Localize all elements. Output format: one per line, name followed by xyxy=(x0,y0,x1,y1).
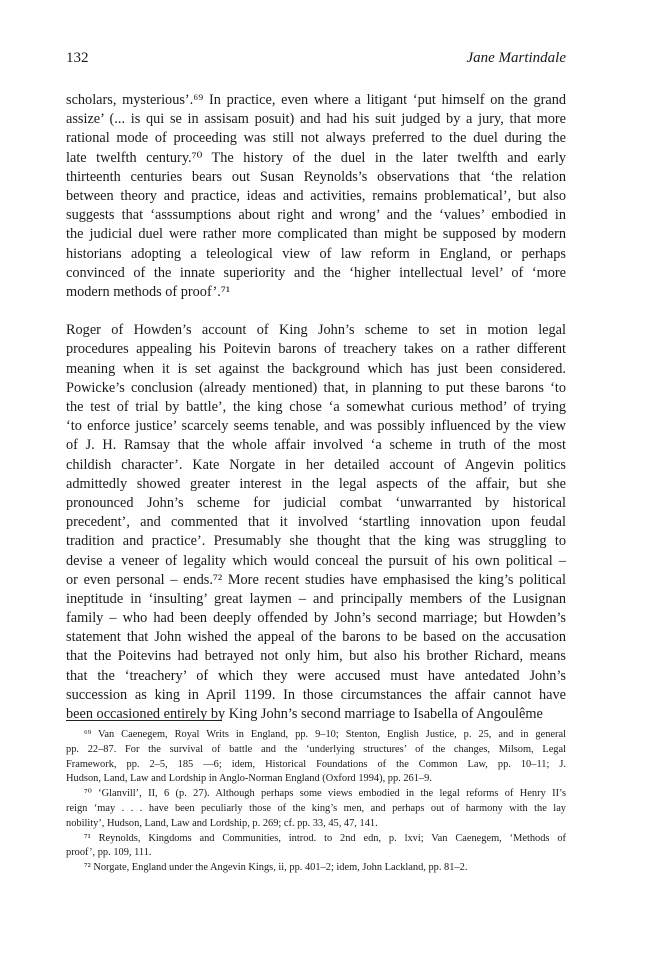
footnote-line: Hudson, Land, Law and Lordship in Anglo-Norman England (Oxford 1994), pp. 261–9. xyxy=(66,773,432,785)
text-line: admittedly showed greater interest in the legal aspects of the affair, but she xyxy=(66,475,566,492)
text-line: between theory and practice, ideas and activities, remains problematical’, but also xyxy=(66,187,566,204)
text-line: statement that John wished the appeal of the barons to be based on the accusation xyxy=(66,629,566,646)
footnote-line: proof’, pp. 109, 111. xyxy=(66,847,152,859)
text-line: precedent’, and commented that it involved ‘startling innovation upon feudal xyxy=(66,514,566,531)
footnotes xyxy=(66,728,566,876)
paragraph-1 xyxy=(66,91,566,302)
text-line: thirteenth centuries bears out Susan Reynolds’s observations that ‘the relation xyxy=(66,168,566,185)
text-line: suggests that ‘asssumptions about right and wrong’ and the ‘values’ embodied in xyxy=(66,207,566,224)
footnote-line: nobility’, Hudson, Land, Law and Lordship, p. 269; cf. pp. 33, 45, 47, 141. xyxy=(66,817,378,829)
text-line: pronounced John’s scheme for judicial combat ‘unwarranted by historical xyxy=(66,494,566,511)
text-line: or even personal – ends.⁷² More recent studies have emphasised the king’s political xyxy=(66,571,566,588)
text-line: convinced of the innate superiority and the ‘higher intellectual level’ of ‘more xyxy=(66,264,566,281)
text-line: succession as king in April 1199. In those circumstances the affair cannot have xyxy=(66,686,566,703)
footnote-line: ⁶⁹ Van Caenegem, Royal Writs in England, pp. 9–10; Stenton, English Justice, p. 25, and in general xyxy=(84,729,566,740)
running-header xyxy=(66,50,566,72)
footnote-72 xyxy=(66,861,566,876)
footnote-separator xyxy=(66,720,222,721)
text-line: scholars, mysterious’.⁶⁹ In practice, even where a litigant ‘put himself on the grand xyxy=(66,92,566,108)
footnote-line: Framework, pp. 2–5, 185 —6; idem, Historical Foundations of the Common Law, pp. 10–11; J. xyxy=(66,758,566,770)
text-line: family – who had been deeply offended by John’s second marriage; but Howden’s xyxy=(66,610,566,627)
paragraph-2 xyxy=(66,321,566,724)
text-line: Powicke’s conclusion (already mentioned) that, in planning to put these barons ‘to xyxy=(66,379,566,396)
text-line: that the Poitevins had betrayed not only him, but also his brother Richard, means xyxy=(66,648,566,665)
text-line: meaning when it is set against the background which has just been considered. xyxy=(66,360,566,377)
text-line: rational mode of proceeding was still not always preferred to the duel during the xyxy=(66,130,566,147)
text-line: assize’ (... is qui se in assisam posuit) and had his suit judged by a jury, that more xyxy=(66,111,566,128)
text-line: been occasioned entirely by King John’s second marriage to Isabella of Angoulême xyxy=(66,706,543,722)
text-line: tradition and practice’. Presumably she thought that the king was struggling to xyxy=(66,533,566,550)
running-head-author: Jane Martindale xyxy=(466,50,566,66)
text-line: historians adopting a teleological view of law reform in England, or perhaps xyxy=(66,245,566,262)
text-line: of J. H. Ramsay that the whole affair involved ‘a scheme in truth of the most xyxy=(66,437,566,454)
text-line: devise a veneer of legality which would conceal the pursuit of his own political – xyxy=(66,552,566,569)
text-line: childish character’. Kate Norgate in her detailed account of Angevin politics xyxy=(66,456,566,473)
footnote-line: ⁷² Norgate, England under the Angevin Kings, ii, pp. 401–2; idem, John Lackland, pp. 81–2. xyxy=(84,862,468,874)
text-line: ineptitude in ‘insulting’ great laymen – and principally members of the Lusignan xyxy=(66,590,566,607)
text-line: ‘to enforce justice’ scarcely seems tenable, and was possibly influenced by the view xyxy=(66,418,566,435)
paragraph-spacer xyxy=(66,302,566,321)
text-line: that the ‘treachery’ of which they were accused must have antedated John’s xyxy=(66,667,566,684)
text-line: late twelfth century.⁷⁰ The history of the duel in the later twelfth and early xyxy=(66,149,566,166)
page-number: 132 xyxy=(66,50,89,66)
footnote-line: ⁷⁰ ‘Glanvill’, II, 6 (p. 27). Although perhaps some views embodied in the legal reforms of Henry II’s xyxy=(84,788,566,800)
text-line: the test of trial by battle’, the king chose ‘a somewhat curious method’ of trying xyxy=(66,399,566,415)
footnote-line: reign ‘may . . . have been peculiarly those of the king’s men, and perhaps out of harmony with the lay xyxy=(66,802,566,814)
footnote-71 xyxy=(66,832,566,862)
text-line: the judicial duel were rather more complicated than might be supposed by modern xyxy=(66,226,566,243)
text-line: modern methods of proof’.⁷¹ xyxy=(66,283,231,300)
footnote-line: ⁷¹ Reynolds, Kingdoms and Communities, introd. to 2nd edn, p. lxvi; Van Caenegem, ‘Methods of xyxy=(84,832,566,844)
main-text xyxy=(66,91,566,724)
text-line: procedures appealing his Poitevin barons of treachery takes on a rather different xyxy=(66,341,566,358)
footnote-70 xyxy=(66,787,566,831)
text-line: Roger of Howden’s account of King John’s scheme to set in motion legal xyxy=(66,322,566,339)
footnote-69 xyxy=(66,728,566,787)
footnote-line: pp. 22–87. For the survival of battle and the ‘underlying structures’ of the changes, Milsom, Legal xyxy=(66,743,566,755)
